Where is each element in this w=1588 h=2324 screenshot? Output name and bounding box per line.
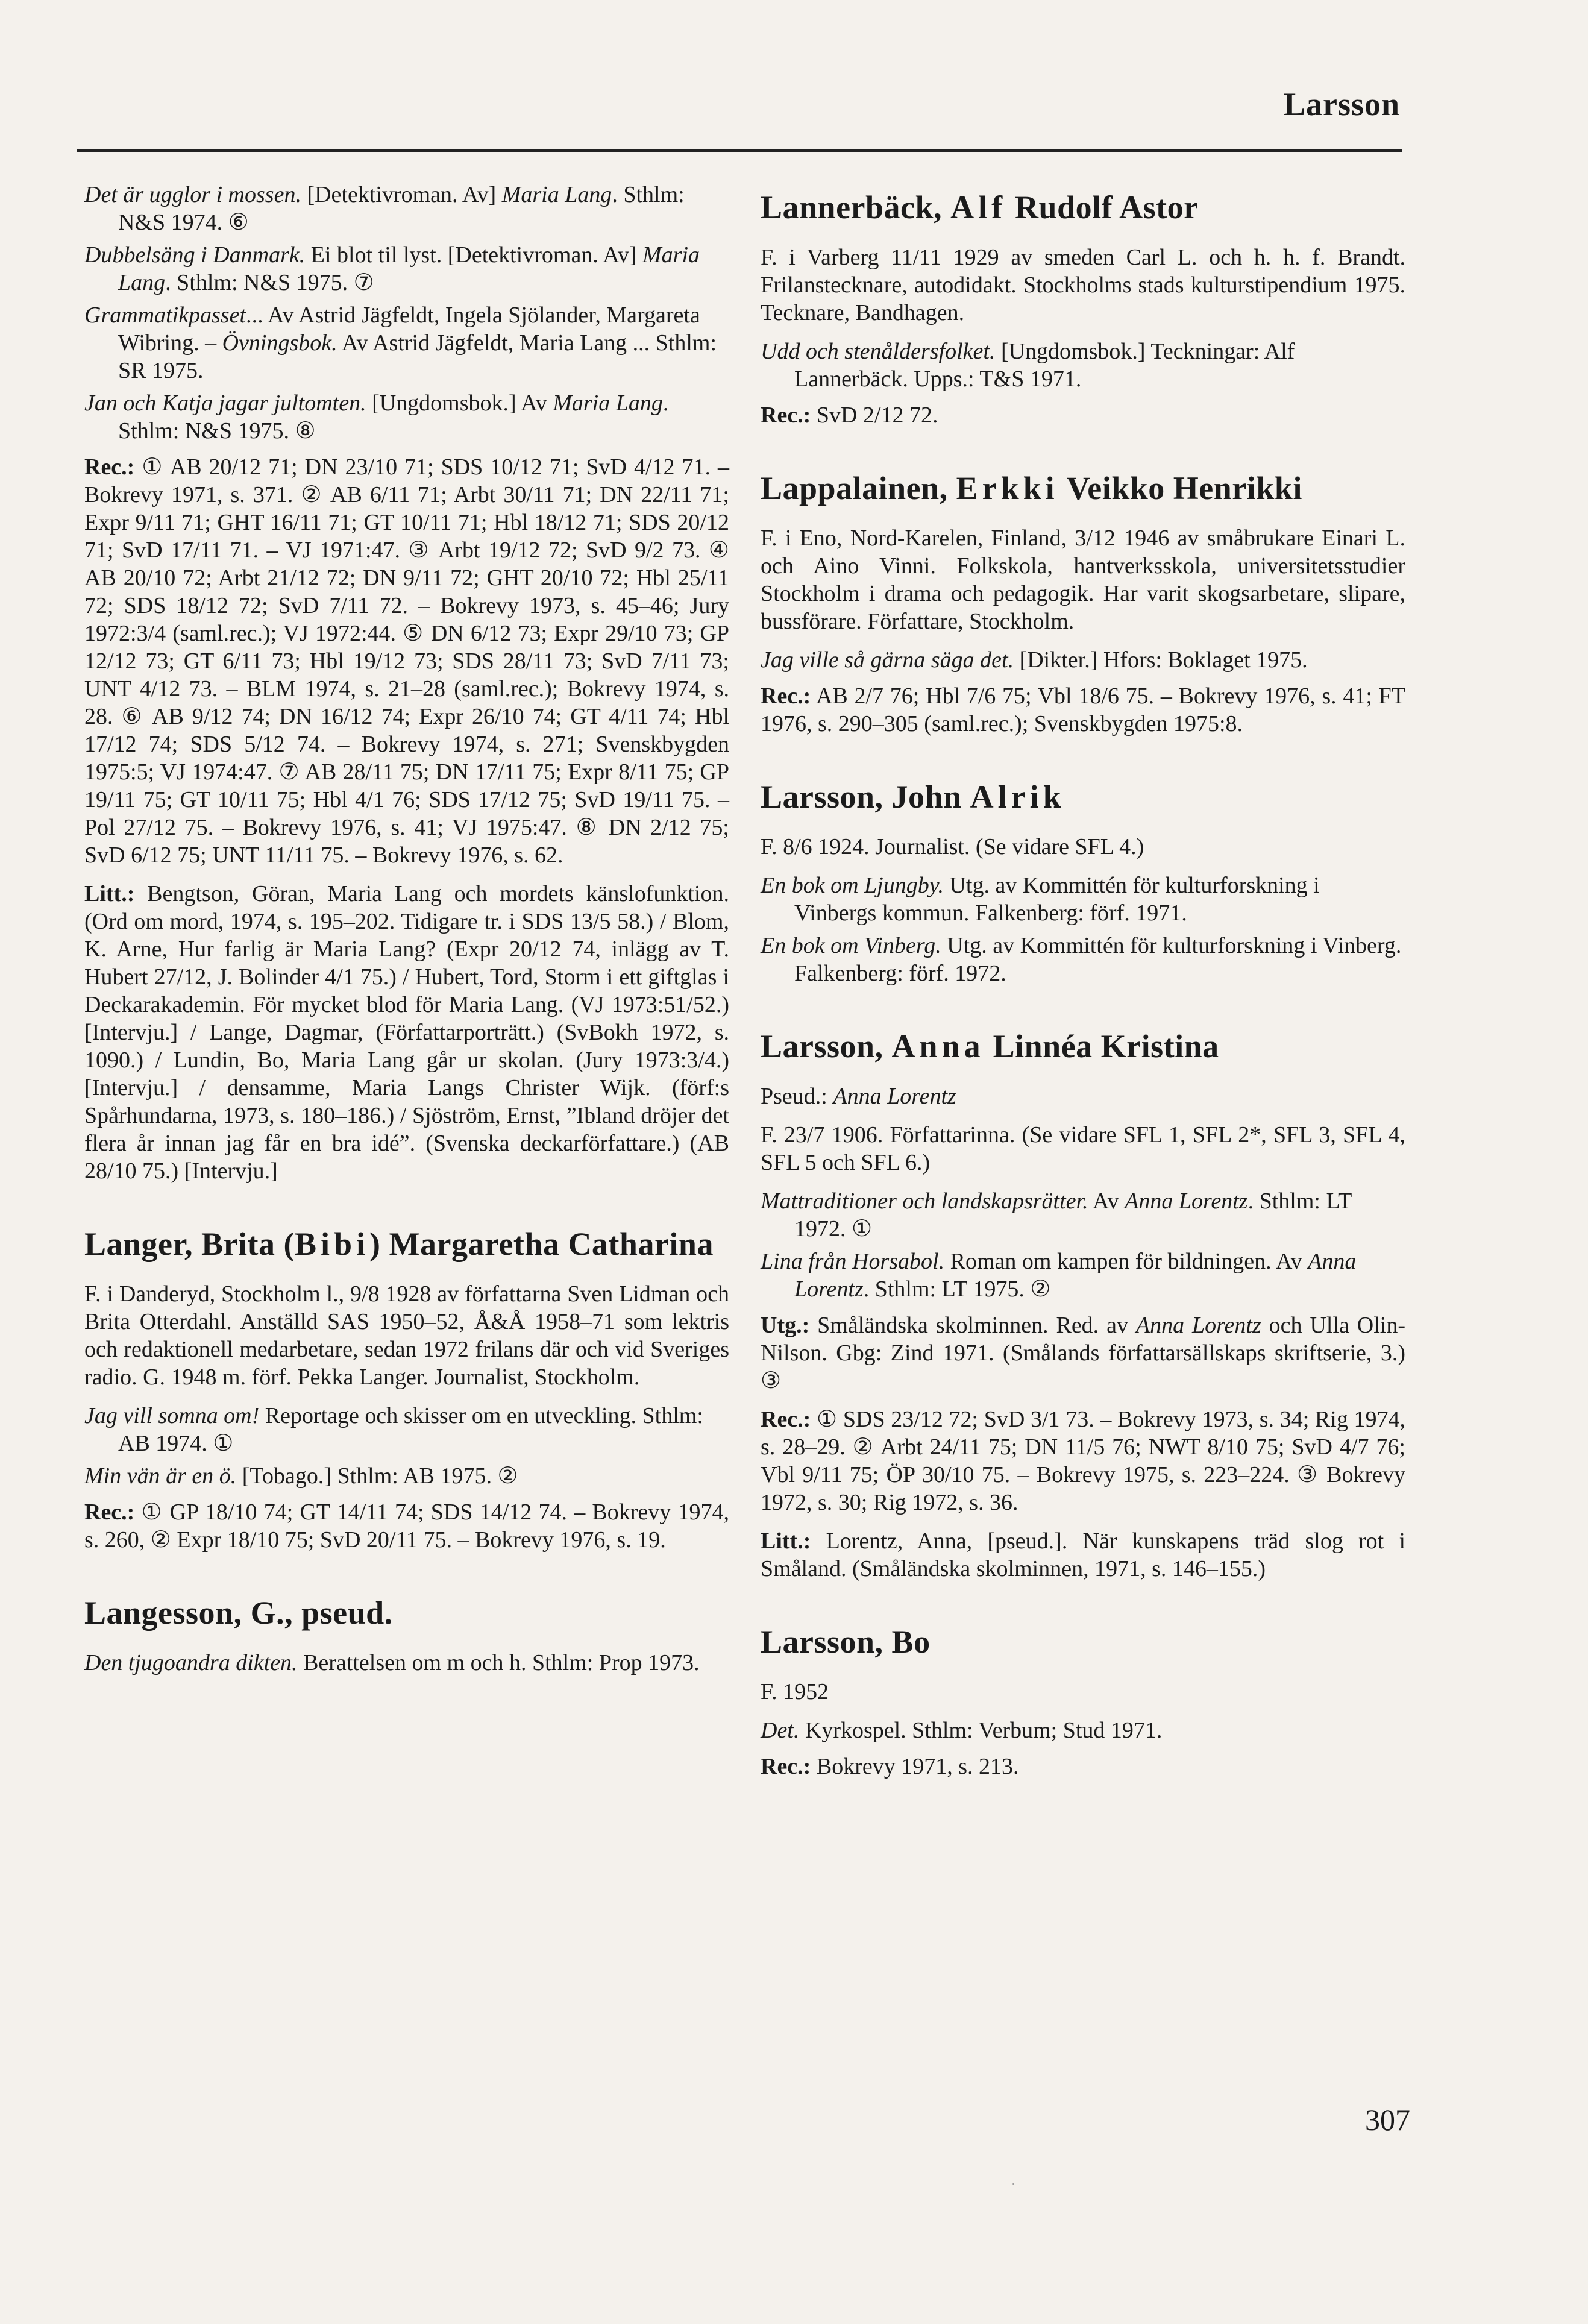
larsson-anna-literature: Litt.: Lorentz, Anna, [pseud.]. När kunskapens träd slog rot i Småland. (Småländska skolminnen, 1971, s. 146–155.) — [761, 1528, 1405, 1581]
left-column — [84, 181, 729, 1682]
langer-bio: F. i Danderyd, Stockholm l., 9/8 1928 av författarna Sven Lidman och Brita Otterdahl. Anställd SAS 1950–52, Å&Å 1958–71 som lektris och redaktionell medarbetare, sedan 1972 frilans där och vid Sveriges radio. G. 1948 m. förf. Pekka Langer. Journalist, Stockholm. — [84, 1281, 729, 1390]
entry-heading-lannerback: Lannerbäck, Alf Rudolf Astor — [761, 189, 1199, 225]
work-entry: En bok om Ljungby. Utg. av Kommittén för kulturforskning i Vinbergs kommun. Falkenberg: förf. 1971. — [761, 873, 1320, 926]
work-entry: Udd och stenåldersfolket. [Ungdomsbok.] Teckningar: Alf Lannerbäck. Upps.: T&S 1971. — [761, 339, 1295, 392]
right-column — [761, 181, 1405, 1791]
entry-heading-larsson-anna: Larsson, Anna Linnéa Kristina — [761, 1028, 1219, 1064]
lappalainen-reviews: Rec.: AB 2/7 76; Hbl 7/6 75; Vbl 18/6 75. – Bokrevy 1976, s. 41; FT 1976, s. 290–305 (saml.rec.); Svenskbygden 1975:8. — [761, 683, 1405, 736]
work-entry: Jan och Katja jagar jultomten. [Ungdomsbok.] Av Maria Lang. Sthlm: N&S 1975. ⑧ — [84, 391, 669, 444]
larsson-anna-editions: Utg.: Småländska skolminnen. Red. av Anna Lorentz och Ulla Olin-Nilson. Gbg: Zind 1971. (Smålands författarsällskaps skriftserie, 3.) ③ — [761, 1313, 1405, 1393]
work-entry: En bok om Vinberg. Utg. av Kommittén för kulturforskning i Vinberg. Falkenberg: förf. 1972. — [761, 933, 1402, 986]
lang-works — [84, 181, 729, 445]
lannerback-bio: F. i Varberg 11/11 1929 av smeden Carl L. och h. h. f. Brandt. Frilanstecknare, autodidakt. Stockholms stads kulturstipendium 1975. Tecknare, Bandhagen. — [761, 245, 1405, 325]
work-entry: Dubbelsäng i Danmark. Ei blot til lyst. [Detektivroman. Av] Maria Lang. Sthlm: N&S 1975. ⑦ — [84, 242, 700, 295]
running-head: Larsson — [1283, 86, 1400, 122]
work-entry: Det är ugglor i mossen. [Detektivroman. Av] Maria Lang. Sthlm: N&S 1974. ⑥ — [84, 182, 685, 235]
langer-reviews: Rec.: ① GP 18/10 74; GT 14/11 74; SDS 14/12 74. – Bokrevy 1974, s. 260, ② Expr 18/10 75; SvD 20/11 75. – Bokrevy 1976, s. 19. — [84, 1500, 729, 1553]
speck — [1012, 2183, 1014, 2185]
work-entry: Lina från Horsabol. Roman om kampen för bildningen. Av Anna Lorentz. Sthlm: LT 1975. ② — [761, 1249, 1357, 1302]
entry-heading-larsson-john: Larsson, John Alrik — [761, 779, 1065, 815]
page-number: 307 — [1365, 2103, 1410, 2137]
larsson-bo-bio: F. 1952 — [761, 1679, 829, 1704]
larsson-bo-reviews: Rec.: Bokrevy 1971, s. 213. — [761, 1754, 1019, 1779]
work-entry: Det. Kyrkospel. Sthlm: Verbum; Stud 1971. — [761, 1718, 1163, 1743]
entry-heading-langer: Langer, Brita (Bibi) Margaretha Catharina — [84, 1226, 714, 1262]
lang-literature: Litt.: Bengtson, Göran, Maria Lang och mordets känslofunktion. (Ord om mord, 1974, s. 195–202. Tidigare tr. i SDS 13/5 58.) / Blom, K. Arne, Hur farlig är Maria Lang? (Expr 20/12 74, inlägg av T. Hubert 27/12, J. Bolinder 4/1 75.) / Hubert, Tord, Storm i ett giftglas i Deckarakademin. För mycket blod för Maria Lang. (VJ 1973:51/52.) [Intervju.] / Lange, Dagmar, (Författarporträtt.) (SvBokh 1972, s. 1090.) / Lundin, Bo, Maria Lang går ur skolan. (Jury 1973:3/4.) [Intervju.] / densamme, Maria Langs Christer Wijk. (förf:s Spårhundarna, 1973, s. 180–186.) / Sjöström, Ernst, ”Ibland dröjer det flera år innan jag får en bra idé”. (Svenska deckarförfattare.) (AB 28/10 75.) [Intervju.] — [84, 881, 729, 1184]
entry-heading-lappalainen: Lappalainen, Erkki Veikko Henrikki — [761, 470, 1302, 506]
work-entry: Min vän är en ö. [Tobago.] Sthlm: AB 1975. ② — [84, 1463, 518, 1489]
larsson-anna-reviews: Rec.: ① SDS 23/12 72; SvD 3/1 73. – Bokrevy 1973, s. 34; Rig 1974, s. 28–29. ② Arbt 24/11 75; DN 11/5 76; NWT 8/10 75; SvD 4/7 76; Vbl 9/11 75; ÖP 30/10 75. – Bokrevy 1975, s. 223–224. ③ Bokrevy 1972, s. 30; Rig 1972, s. 36. — [761, 1407, 1405, 1515]
header-rule — [77, 149, 1402, 152]
larsson-anna-pseud: Pseud.: Anna Lorentz — [761, 1084, 956, 1109]
work-entry: Den tjugoandra dikten. Berattelsen om m och h. Sthlm: Prop 1973. — [84, 1650, 700, 1675]
lannerback-reviews: Rec.: SvD 2/12 72. — [761, 403, 938, 428]
lang-reviews: Rec.: ① AB 20/12 71; DN 23/10 71; SDS 10/12 71; SvD 4/12 71. – Bokrevy 1971, s. 371. ② AB 6/11 71; Arbt 30/11 71; DN 22/11 71; Expr 9/11 71; GHT 16/11 71; GT 10/11 71; Hbl 18/12 71; SDS 20/12 71; SvD 17/11 71. – VJ 1971:47. ③ Arbt 19/12 72; SvD 9/2 73. ④ AB 20/10 72; Arbt 21/12 72; DN 9/11 72; GHT 20/10 72; Hbl 25/11 72; SDS 18/12 72; SvD 7/11 72. – Bokrevy 1973, s. 45–46; Jury 1972:3/4 (saml.rec.); VJ 1972:44. ⑤ DN 6/12 73; Expr 29/10 73; GP 12/12 73; GT 6/11 73; Hbl 19/12 73; SDS 28/11 73; SvD 7/11 73; UNT 4/12 73. – BLM 1974, s. 21–28 (saml.rec.); Bokrevy 1974, s. 28. ⑥ AB 9/12 74; DN 16/12 74; Expr 26/10 74; GT 4/11 74; Hbl 17/12 74; SDS 5/12 74. – Bokrevy 1974, s. 271; Svenskbygden 1975:5; VJ 1974:47. ⑦ AB 28/11 75; DN 17/11 75; Expr 8/11 75; GP 19/11 75; GT 10/11 75; Hbl 4/1 76; SDS 17/12 75; SvD 19/11 75. – Pol 27/12 75. – Bokrevy 1976, s. 41; VJ 1975:47. ⑧ DN 2/12 75; SvD 6/12 75; UNT 11/11 75. – Bokrevy 1976, s. 62. — [84, 454, 729, 868]
work-entry: Grammatikpasset... Av Astrid Jägfeldt, Ingela Sjölander, Margareta Wibring. – Övningsbok. Av Astrid Jägfeldt, Maria Lang ... Sthlm: SR 1975. — [84, 303, 717, 383]
lappalainen-bio: F. i Eno, Nord-Karelen, Finland, 3/12 1946 av småbrukare Einari L. och Aino Vinni. Folkskola, hantverksskola, universitetsstudier Stockholm i drama och pedagogik. Har varit skogsarbetare, slipare, bussförare. Författare, Stockholm. — [761, 526, 1405, 634]
work-entry: Jag vill somna om! Reportage och skisser om en utveckling. Sthlm: AB 1974. ① — [84, 1403, 703, 1456]
larsson-anna-bio: F. 23/7 1906. Författarinna. (Se vidare SFL 1, SFL 2*, SFL 3, SFL 4, SFL 5 och SFL 6.) — [761, 1122, 1405, 1175]
entry-heading-larsson-bo: Larsson, Bo — [761, 1624, 931, 1660]
larsson-john-bio: F. 8/6 1924. Journalist. (Se vidare SFL 4.) — [761, 834, 1144, 859]
work-entry: Mattraditioner och landskapsrätter. Av Anna Lorentz. Sthlm: LT 1972. ① — [761, 1189, 1352, 1242]
work-entry: Jag ville så gärna säga det. [Dikter.] Hfors: Boklaget 1975. — [761, 647, 1308, 673]
entry-heading-langesson: Langesson, G., pseud. — [84, 1595, 393, 1631]
